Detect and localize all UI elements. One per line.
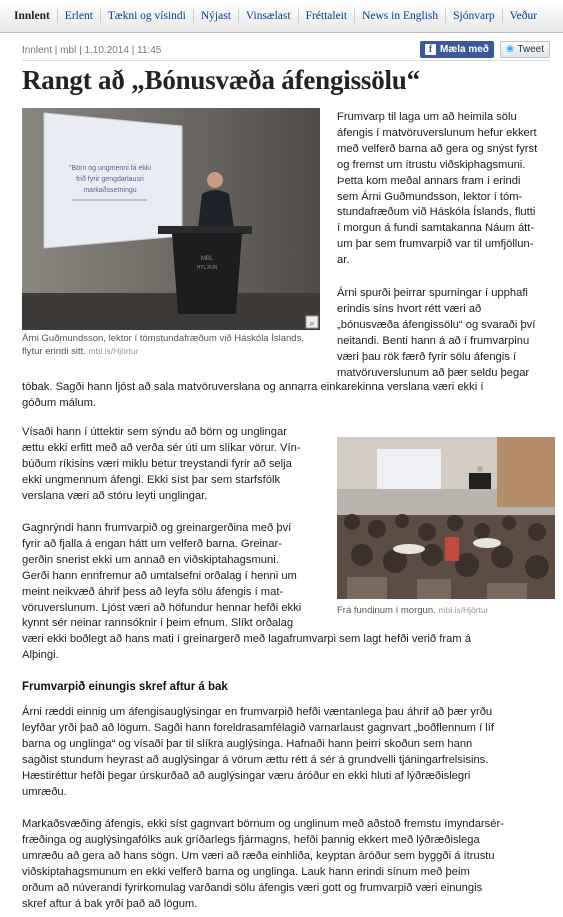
text-line: sagðist stundum heyrast að auglýsingar á vörum ættu rétt á sér á grundvelli tjáningarfrelsisins. <box>22 753 489 766</box>
text-line: neitandi. Benti hann á að í frumvarpinu <box>337 334 530 347</box>
top-navigation <box>0 0 563 33</box>
twitter-bird-icon: ❀ <box>505 44 515 55</box>
text-line: væri þau rök færð fyrir sölu áfengis í <box>337 350 517 363</box>
text-line: góðum málum. <box>22 396 96 409</box>
text-line: um þar sem frumvarpið var til umfjöllun- <box>337 238 534 251</box>
paragraph-5 <box>22 705 557 800</box>
subheading: Frumvarpið einungis skref aftur á bak <box>22 681 228 693</box>
text-line: stundafræðum við Háskóla Íslands, flutti <box>337 206 536 219</box>
facebook-like-button[interactable]: f Mæla með <box>420 41 494 58</box>
meeting-photo-image <box>337 437 555 599</box>
lead-figure-caption: Árni Guðmundsson, lektor í tómstundafræðum við Háskóla Íslands, flytur erindi sitt. mbl.is/Hjörtur <box>22 333 304 357</box>
text-line: væri ekki boðlegt að hans mati í greinargerð með lagafrumvarpi sem lagt hefði verið fram á <box>22 633 471 645</box>
speaker-photo-image <box>22 108 320 330</box>
text-line: erindis síns hvort rétt væri að <box>337 302 482 315</box>
divider <box>22 60 550 61</box>
text-line: Frumvarp til laga um að heimila sölu <box>337 111 517 123</box>
paragraph-6 <box>22 817 557 912</box>
text-line: umræðu að gera að hans sögn. Um væri að ræða einhliða, keyptan áróður sem byggði á ítrustu <box>22 849 495 862</box>
text-line: Gerði hann ennfremur að umtalsefni orðalag í henni um <box>22 569 297 582</box>
text-line: fyrir að fjalla á engan hátt um velferð barna. Greinar- <box>22 537 282 550</box>
text-line: gerðin snerist ekki um annað en viðskiptahagsmuni. <box>22 553 279 566</box>
text-line: Hæstiréttur hefði þegar úrskurðað að auglýsingar væru áróður en ekki hluti af lýðræðislegri <box>22 769 471 782</box>
text-line: tóbak. Sagði hann ljóst að sala matvöruverslana og annarra einkarekinna verslana væri ekki í <box>22 381 484 393</box>
text-line: búðum ríkisins væri miklu betur treystandi fyrir að selja <box>22 457 292 470</box>
article-title: Rangt að „Bónusvæða áfengissölu“ <box>22 65 420 95</box>
text-line: og fremst um ítrustu viðskiphagsmuni. <box>337 158 526 171</box>
paragraph-2-continued <box>22 380 552 412</box>
text-line: í morgun á fundi samtakanna Náum átt- <box>337 222 535 235</box>
text-line: viðskiptahagsmunum en ekki velferð barna og unglinga. Lauk hann erindi sínum með þeim <box>22 865 470 878</box>
nav-tab[interactable]: Veður <box>502 9 544 23</box>
text-line: skref aftur á bak yrði það að lögum. <box>22 897 198 910</box>
tweet-button[interactable]: ❀ Tweet <box>500 41 550 58</box>
text-line: Markaðsvæðing áfengis, ekki síst gagnvart börnum og unglinum með aðstoð fremstu ímyndarsér- <box>22 818 504 830</box>
share-bar <box>420 41 550 58</box>
text-line: meint neikvæð áhrif þess að leyfa sölu áfengis í mat- <box>22 585 284 598</box>
paragraph-4 <box>22 521 332 632</box>
slide-text-1: "Börn og ungmenni fá ekki <box>69 165 151 172</box>
nav-tab[interactable]: Innlent <box>14 10 50 22</box>
text-line: Vísaði hann í úttektir sem sýndu að börn og unglingar <box>22 426 287 438</box>
nav-tab[interactable]: Tækni og vísindi <box>100 9 193 23</box>
text-line: áfengis í matvöruverslunum hefur ekkert <box>337 126 537 139</box>
nav-tab[interactable]: Erlent <box>57 9 100 23</box>
text-line: Árni ræddi einnig um áfengisauglýsingar en frumvarpið hefði væntanlega þau áhrif að þær yrðu <box>22 706 493 718</box>
text-line: ar. <box>337 254 350 267</box>
podium-logo-1: MBL <box>200 256 214 262</box>
lead-figure <box>22 108 320 358</box>
text-line: Alþingi. <box>22 648 59 661</box>
slide-text-3: markaðssetningu <box>83 187 137 194</box>
text-line: „bónusvæða áfengissölu“ og svaraði því <box>337 318 536 331</box>
text-line: leyfðar yrði það að lögum. Sagði hann foreldrasamfélagið varnarlaust gagnvart „boðflennum í líf <box>22 721 495 734</box>
slide-text-2: frið fyrir gengdarlausri <box>76 176 144 183</box>
text-line: sem Árni Guðmundsson, lektor í tóm- <box>337 190 523 203</box>
paragraph-3 <box>22 425 332 505</box>
text-line: kynnt sér neinar rannsóknir í þeim efnum. Slíkt orðalag <box>22 617 294 630</box>
article-meta: Innlent | mbl | 1.10.2014 | 11:45 <box>22 45 162 56</box>
facebook-icon: f <box>425 44 436 55</box>
paragraph-4-continued <box>22 632 552 664</box>
text-line: orðum að núverandi fyrirkomulag varðandi sölu áfengis væri gott og frumvarpið væri einungis <box>22 881 483 894</box>
text-line: barna og unglinga“ og vísaði þar til slíkra auglýsinga. Hafnaði hann þeirri skoðun sem hann <box>22 737 473 750</box>
nav-tab[interactable]: Fréttaleit <box>298 9 355 23</box>
text-line: Árni spurði þeirrar spurningar í upphafi <box>337 287 528 299</box>
text-line: fræðinga og auglýsingafólks auk gríðarlegs fjármagns, hefði þannig ekkert með lýðræðislega <box>22 833 480 846</box>
nav-tab[interactable]: News in English <box>354 9 445 23</box>
text-line: vöruverslunum. Ljóst væri að höfundur hennar hefði ekki <box>22 601 302 614</box>
text-line: Gagnrýndi hann frumvarpið og greinargerðina með því <box>22 522 292 534</box>
text-line: Þetta kom meðal annars fram í erindi <box>337 174 521 187</box>
nav-tab[interactable]: Sjónvarp <box>445 9 502 23</box>
speaker-photo[interactable] <box>22 108 320 330</box>
paragraph-2 <box>337 286 557 381</box>
meeting-photo[interactable] <box>337 437 555 599</box>
paragraph-1 <box>337 110 557 269</box>
podium-logo-2: HYLJINN <box>196 265 218 271</box>
text-line: með velferð barna að gera og snýst fyrst <box>337 142 538 155</box>
meeting-figure-caption: Frá fundinum í morgun. mbl.is/Hjörtur <box>337 605 489 616</box>
text-line: ekki ungmennum áfengi. Ekki síst þar sem starfsfólk <box>22 473 281 486</box>
zoom-icon: ⌕ <box>309 319 315 329</box>
text-line: ættu ekki erfitt með að verða sér úti um slíkar vörur. Vín- <box>22 441 301 454</box>
nav-tab[interactable]: Vinsælast <box>238 9 298 23</box>
text-line: umræðu. <box>22 785 67 798</box>
text-line: matvöruverslunum að þær seldu þegar <box>337 366 530 379</box>
text-line: verslana væri að stóru leyti unglingar. <box>22 489 208 502</box>
meeting-figure <box>337 437 555 617</box>
nav-tab[interactable]: Nýjast <box>193 9 238 23</box>
